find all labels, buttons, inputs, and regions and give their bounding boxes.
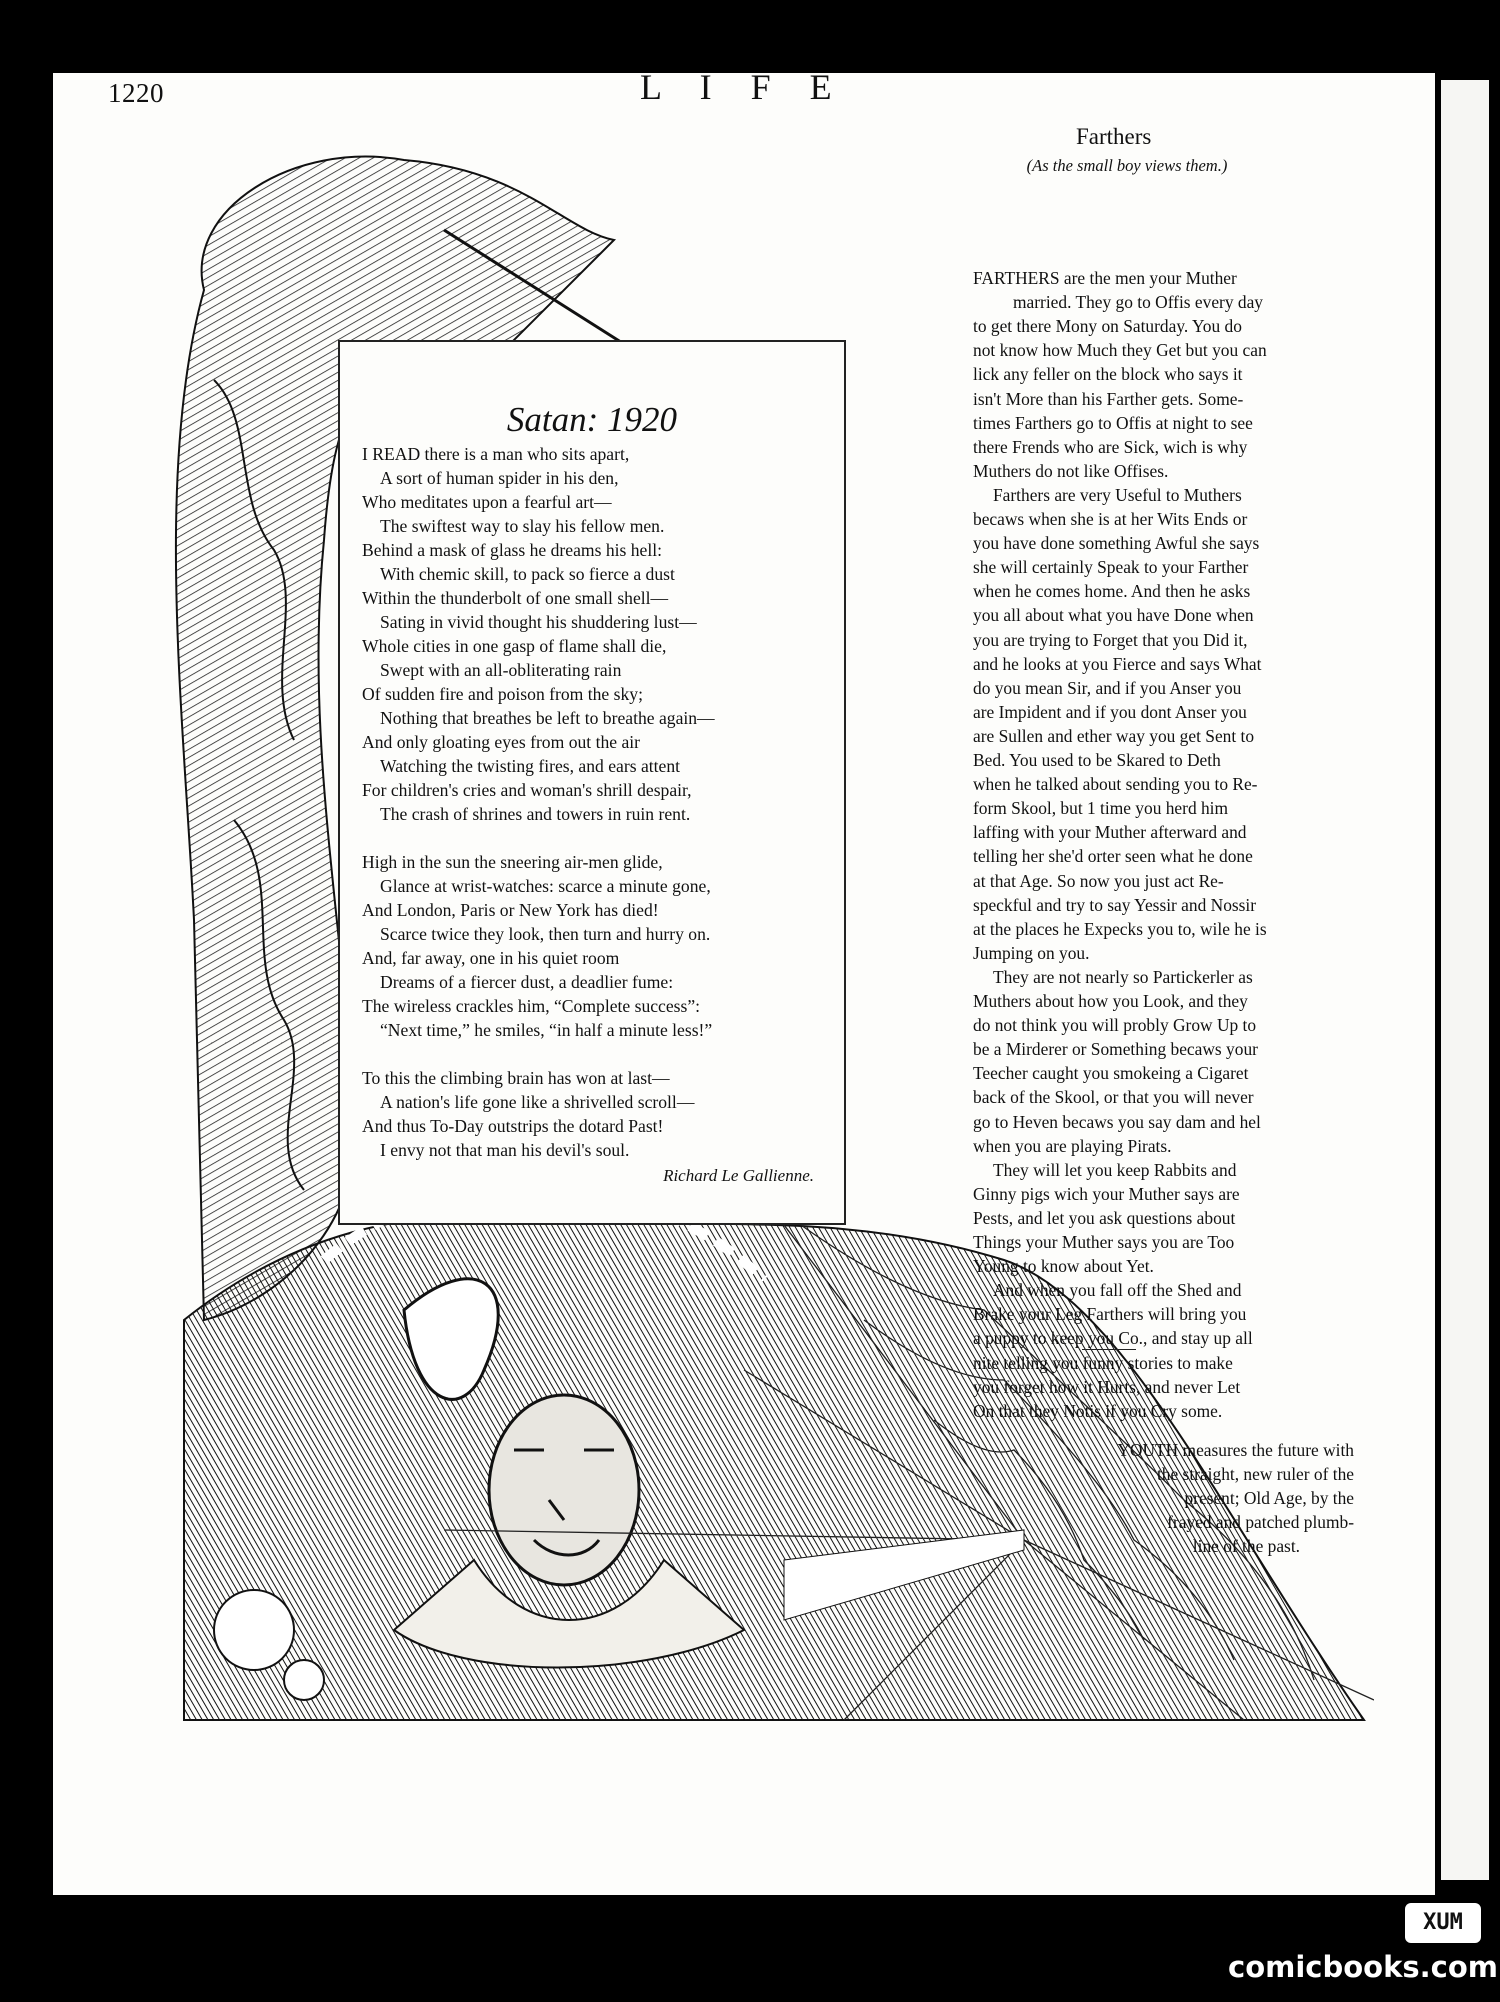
article-line: They will let you keep Rabbits and: [993, 1159, 1237, 1180]
article-line: Farthers are very Useful to Muthers: [993, 484, 1242, 505]
poem-line: Swept with an all-obliterating rain: [380, 660, 622, 680]
poem-line: The wireless crackles him, “Complete success”:: [362, 996, 701, 1016]
poem-line: To this the climbing brain has won at last—: [362, 1068, 670, 1088]
article-line: laffing with your Muther afterward and: [973, 822, 1247, 843]
article-line: lick any feller on the block who says it: [973, 364, 1243, 385]
poem-line: Scarce twice they look, then turn and hurry on.: [380, 924, 711, 944]
poem-line: Sating in vivid thought his shuddering lust—: [380, 612, 697, 632]
article-line: speckful and try to say Yessir and Nossir: [973, 894, 1257, 915]
article-line: you all about what you have Done when: [973, 605, 1254, 626]
poem-line: Glance at wrist-watches: scarce a minute gone,: [380, 876, 711, 896]
poem-line: Dreams of a fiercer dust, a deadlier fume:: [380, 972, 674, 992]
article-line: Bed. You used to be Skared to Deth: [973, 750, 1221, 770]
article-line: you forget how it Hurts, and never Let: [973, 1376, 1241, 1397]
poem-line: Behind a mask of glass he dreams his hell:: [362, 540, 663, 560]
article-line: Brake your Leg Farthers will bring you: [973, 1304, 1247, 1325]
poem-line: Within the thunderbolt of one small shell—: [362, 588, 669, 608]
article-line: Pests, and let you ask questions about: [973, 1207, 1236, 1228]
poem-line: And thus To-Day outstrips the dotard Past!: [362, 1116, 664, 1136]
article-line: when he comes home. And then he asks: [973, 581, 1251, 602]
article-line: Muthers do not like Offises.: [973, 460, 1169, 481]
poem-line: And only gloating eyes from out the air: [362, 732, 641, 752]
article-line: married. They go to Offis every day: [1013, 292, 1263, 313]
epigram-line: the straight, new ruler of the: [1156, 1464, 1354, 1484]
article-line: And when you fall off the Shed and: [993, 1280, 1242, 1301]
article-line: when you are playing Pirats.: [973, 1135, 1172, 1156]
poem-line: With chemic skill, to pack so fierce a dust: [380, 564, 675, 584]
poem-line: And, far away, one in his quiet room: [362, 948, 620, 968]
article-line: becaws when she is at her Wits Ends or: [973, 509, 1248, 529]
article-line: Muthers about how you Look, and they: [973, 991, 1248, 1011]
article-line: at that Age. So now you just act Re-: [973, 870, 1224, 891]
article-subtitle: (As the small boy views them.): [1026, 156, 1228, 175]
article-line: Jumping on you.: [973, 942, 1090, 963]
article-line: she will certainly Speak to your Farther: [973, 557, 1249, 578]
watermark-badge: XUM: [1405, 1903, 1481, 1943]
poem-line: Nothing that breathes be left to breathe again—: [380, 708, 715, 728]
poem-line: I envy not that man his devil's soul.: [380, 1140, 630, 1160]
poem-line: And London, Paris or New York has died!: [362, 900, 659, 920]
page-number: 1220: [108, 78, 164, 108]
article-line: back of the Skool, or that you will never: [973, 1087, 1254, 1108]
poem-title: Satan: 1920: [506, 400, 678, 439]
epigram-line: line of the past.: [1192, 1536, 1300, 1556]
poem-line: The crash of shrines and towers in ruin rent.: [380, 804, 691, 824]
adjacent-page-edge: [1441, 80, 1489, 1880]
poem-line: A sort of human spider in his den,: [380, 468, 619, 488]
article-line: telling her she'd orter seen what he done: [973, 846, 1253, 867]
article-line: They are not nearly so Partickerler as: [993, 966, 1253, 987]
masthead: L I F E: [640, 67, 847, 107]
poem-line: For children's cries and woman's shrill despair,: [362, 780, 692, 800]
epigram-line: present; Old Age, by the: [1184, 1488, 1354, 1508]
epigram-line: YOUTH measures the future with: [1117, 1440, 1354, 1460]
article-line: isn't More than his Farther gets. Some-: [973, 388, 1244, 409]
article-line: times Farthers go to Offis at night to see: [973, 412, 1253, 433]
article-line: not know how Much they Get but you can: [973, 340, 1267, 361]
article-line: you are trying to Forget that you Did it,: [973, 629, 1248, 650]
poem-line: Whole cities in one gasp of flame shall die,: [362, 636, 667, 656]
article-line: at the places he Expecks you to, wile he is: [973, 918, 1267, 939]
poem-line: A nation's life gone like a shrivelled scroll—: [380, 1092, 695, 1112]
article-line: you have done something Awful she says: [973, 533, 1260, 554]
article-line: and he looks at you Fierce and says What: [973, 653, 1262, 674]
article-line: are Impident and if you dont Anser you: [973, 701, 1247, 722]
article-line: be a Mirderer or Something becaws your: [973, 1039, 1258, 1060]
poem-line: Of sudden fire and poison from the sky;: [362, 684, 643, 704]
article-line: when he talked about sending you to Re-: [973, 774, 1258, 795]
article-line: On that they Notis if you Cry some.: [973, 1400, 1223, 1421]
article-line: a puppy to keep you Co., and stay up all: [973, 1328, 1253, 1349]
article-line: do you mean Sir, and if you Anser you: [973, 677, 1242, 698]
article-line: are Sullen and ether way you get Sent to: [973, 725, 1255, 746]
article-title: Farthers: [1076, 124, 1152, 149]
article-line: nite telling you funny stories to make: [973, 1352, 1233, 1373]
article-line: form Skool, but 1 time you herd him: [973, 798, 1229, 819]
poem-line: Watching the twisting fires, and ears attent: [380, 756, 681, 776]
article-line: Ginny pigs wich your Muther says are: [973, 1183, 1240, 1204]
article-line: Teecher caught you smokeing a Cigaret: [973, 1063, 1249, 1084]
article-line: do not think you will probly Grow Up to: [973, 1015, 1257, 1036]
watermark-site: comicbooks.com: [1228, 1950, 1498, 1984]
poem-line: Who meditates upon a fearful art—: [362, 492, 612, 512]
article-line: there Frends who are Sick, wich is why: [973, 436, 1248, 457]
poem-line: I READ there is a man who sits apart,: [362, 444, 630, 464]
section-divider: [1082, 1349, 1136, 1350]
epigram-line: frayed and patched plumb-: [1167, 1512, 1354, 1532]
poem-author: Richard Le Gallienne.: [663, 1166, 814, 1185]
poem-line: The swiftest way to slay his fellow men.: [380, 516, 665, 536]
poem-line: “Next time,” he smiles, “in half a minute less!”: [380, 1020, 713, 1040]
article-line: to get there Mony on Saturday. You do: [973, 316, 1242, 337]
article-line: FARTHERS are the men your Muther: [973, 268, 1237, 288]
poem-line: High in the sun the sneering air-men glide,: [362, 852, 663, 872]
article-line: Young to know about Yet.: [973, 1256, 1154, 1277]
poem-box: [338, 340, 846, 1225]
article-line: go to Heven becaws you say dam and hel: [973, 1111, 1261, 1132]
article-line: Things your Muther says you are Too: [973, 1232, 1235, 1252]
